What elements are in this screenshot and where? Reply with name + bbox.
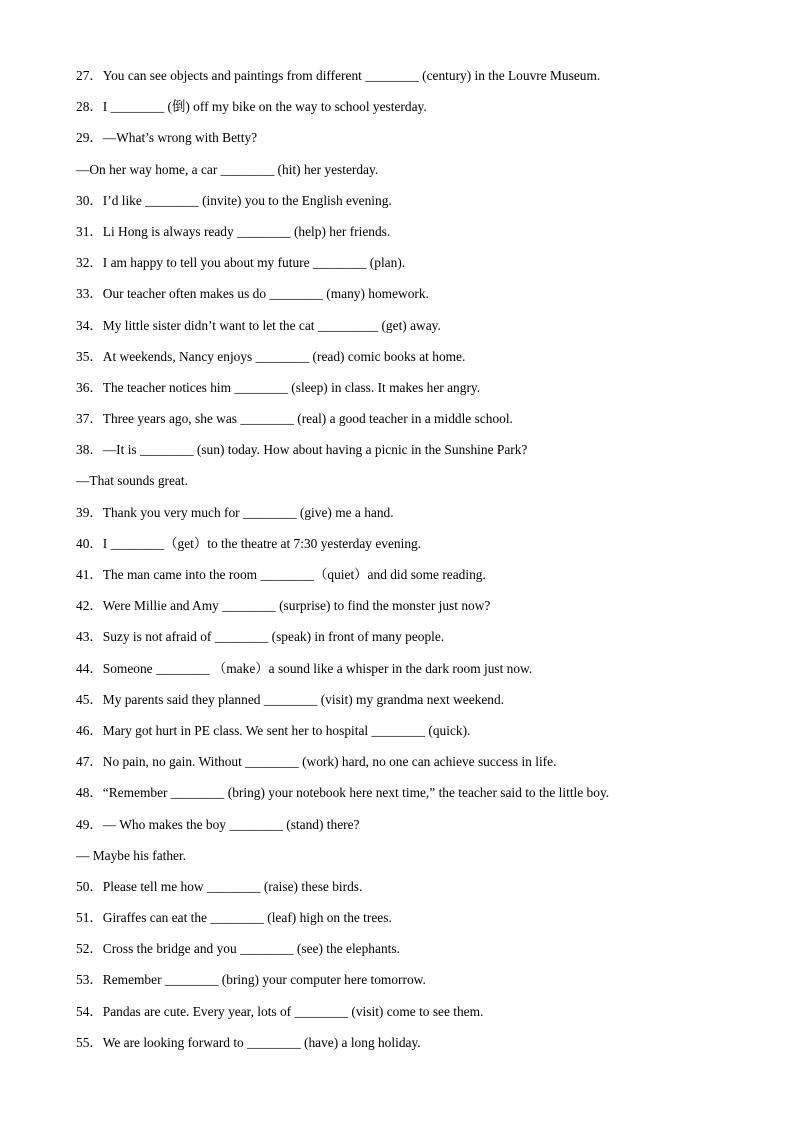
question-40 [76,531,754,562]
question-number: 27． [76,68,103,83]
question-50 [76,874,754,905]
question-text: Suzy is not afraid of ________ (speak) in front of many people. [102,629,445,645]
question-51 [76,905,754,936]
question-text: The man came into the room ________（quiet）and did some reading. [102,567,486,582]
question-text: I ________（get）to the theatre at 7:30 yesterday evening. [102,535,422,551]
question-31 [76,219,754,250]
question-49-answer-line [76,843,754,874]
question-number: 45． [76,691,103,707]
question-55 [76,1030,754,1061]
question-text: Three years ago, she was ________ (real) a good teacher in a middle school. [102,411,513,427]
question-43 [76,624,754,655]
question-29 [76,125,754,156]
question-text: The teacher notices him ________ (sleep) in class. It makes her angry. [102,379,481,395]
question-number: 52． [76,941,103,957]
question-30 [76,188,754,219]
question-text: I ________ (倒) off my bike on the way to school yesterday. [102,99,427,115]
question-46 [76,718,754,749]
question-text: — Maybe his father. [76,847,187,863]
question-34 [76,313,754,344]
question-number: 55． [76,1034,103,1050]
question-text: Thank you very much for ________ (give) me a hand. [102,504,394,520]
question-53 [76,967,754,998]
question-38-answer-line [76,468,754,499]
question-35 [76,344,754,375]
question-39 [76,500,754,531]
question-text: “Remember ________ (bring) your notebook here next time,” the teacher said to the little boy. [102,785,610,801]
question-number: 49． [76,816,103,832]
question-number: 50． [76,878,103,894]
question-text: Someone ________ （make）a sound like a whisper in the dark room just now. [102,660,533,676]
question-27 [76,63,754,94]
question-45 [76,687,754,718]
question-text: Please tell me how ________ (raise) these birds. [102,878,363,894]
question-text: We are looking forward to ________ (have) a long holiday. [102,1034,421,1050]
question-28 [76,94,754,125]
question-48 [76,780,754,811]
question-text: Mary got hurt in PE class. We sent her to hospital ________ (quick). [102,722,471,738]
question-number: 38． [76,442,103,458]
question-number: 28． [76,99,103,115]
question-number: 40． [76,535,103,551]
question-number: 44． [76,660,103,676]
question-number: 39． [76,504,103,520]
question-number: 32． [76,255,103,271]
question-text: At weekends, Nancy enjoys ________ (read) comic books at home. [102,348,466,364]
question-number: 46． [76,722,103,738]
question-text: — Who makes the boy ________ (stand) there? [102,816,360,832]
question-36 [76,375,754,406]
question-37 [76,406,754,437]
question-number: 36． [76,379,103,395]
question-number: 42． [76,598,103,614]
question-number: 37． [76,411,103,427]
question-text: Were Millie and Amy ________ (surprise) to find the monster just now? [102,598,491,614]
question-44 [76,656,754,687]
question-text: —It is ________ (sun) today. How about having a picnic in the Sunshine Park? [102,442,528,458]
question-number: 53． [76,972,103,988]
question-text: Cross the bridge and you ________ (see) the elephants. [102,941,400,957]
question-number: 34． [76,317,103,333]
question-text: Our teacher often makes us do ________ (many) homework. [102,286,429,302]
question-text: My parents said they planned ________ (visit) my grandma next weekend. [102,691,505,707]
question-text: —That sounds great. [76,473,188,489]
question-41 [76,562,754,593]
question-number: 35． [76,348,103,364]
question-54 [76,999,754,1030]
question-text: I am happy to tell you about my future ________ (plan). [102,255,406,271]
question-32 [76,250,754,281]
question-number: 51． [76,910,103,926]
question-text: I’d like ________ (invite) you to the English evening. [102,192,392,208]
question-text: Remember ________ (bring) your computer here tomorrow. [102,972,426,988]
question-38 [76,437,754,468]
question-text: No pain, no gain. Without ________ (work) hard, no one can achieve success in life. [102,754,557,770]
question-number: 29． [76,130,103,146]
question-number: 33． [76,286,103,302]
question-text: Giraffes can eat the ________ (leaf) high on the trees. [102,910,392,926]
question-52 [76,936,754,967]
question-text: My little sister didn’t want to let the cat _________ (get) away. [102,317,441,333]
question-47 [76,749,754,780]
question-number: 47． [76,754,103,770]
question-29-answer-line [76,157,754,188]
question-text: —On her way home, a car ________ (hit) her yesterday. [76,161,379,177]
question-text: Pandas are cute. Every year, lots of ________ (visit) come to see them. [102,1003,484,1019]
question-text: You can see objects and paintings from different ________ (century) in the Louvre Museum. [102,68,601,83]
question-number: 43． [76,629,103,645]
question-number: 48． [76,785,103,801]
question-33 [76,281,754,312]
question-number: 31． [76,223,103,239]
question-number: 30． [76,192,103,208]
question-number: 54． [76,1003,103,1019]
question-49 [76,812,754,843]
question-text: —What’s wrong with Betty? [102,130,258,146]
question-42 [76,593,754,624]
question-text: Li Hong is always ready ________ (help) her friends. [102,223,391,239]
question-number: 41． [76,567,103,582]
